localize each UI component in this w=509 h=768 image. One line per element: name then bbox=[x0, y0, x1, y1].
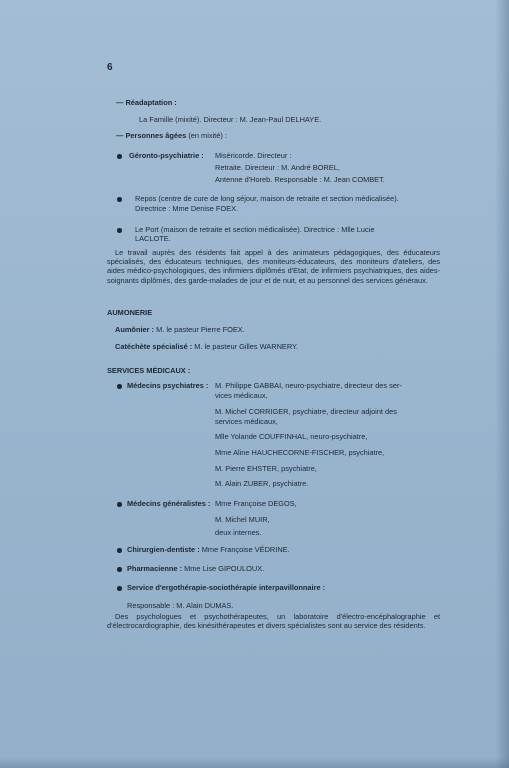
repos-line-1: Repos (centre de cure de long séjour, maison de retraite et section médicalisée). bbox=[135, 194, 399, 203]
psychiatre-line-3: M. Michel CORRIGER, psychiatre, directeur adjoint des bbox=[215, 407, 397, 416]
geronto-line-3: Antenne d'Horeb. Responsable : M. Jean COMBET. bbox=[215, 175, 385, 184]
port-line-2: LACLOTE. bbox=[135, 234, 171, 243]
geronto-line-2: Retraite. Directeur : M. André BOREL, bbox=[215, 163, 340, 172]
famille-line: La Famille (mixité). Directeur : M. Jean-Paul DELHAYE. bbox=[139, 115, 322, 124]
psychiatres-label: Médecins psychiatres : bbox=[127, 381, 209, 390]
ergo-label: Service d'ergothérapie-sociothérapie interpavillonnaire : bbox=[127, 583, 326, 592]
page-bottom-shadow bbox=[0, 758, 509, 768]
bullet-icon bbox=[117, 154, 122, 159]
bullet-icon bbox=[117, 586, 122, 591]
aumonier-value: M. le pasteur Pierre FOEX. bbox=[156, 325, 245, 334]
aumonerie-heading: AUMONERIE bbox=[107, 308, 153, 317]
chirurgien-value: Mme Françoise VÉDRINE. bbox=[201, 545, 290, 554]
bullet-icon bbox=[117, 197, 122, 202]
aumonier-line bbox=[115, 325, 245, 334]
page-number: 6 bbox=[107, 62, 113, 73]
services-medicaux-heading: SERVICES MÉDICAUX : bbox=[107, 366, 191, 375]
readaptation-heading: — Réadaptation : bbox=[116, 98, 177, 107]
personnes-agees-label: — Personnes âgées bbox=[116, 131, 187, 140]
bullet-icon bbox=[117, 228, 122, 233]
chirurgien-label: Chirurgien-dentiste : bbox=[127, 545, 200, 554]
generaliste-line-3: deux internes. bbox=[215, 528, 262, 537]
ergo-responsable: Responsable : M. Alain DUMAS. bbox=[127, 601, 234, 610]
aumonier-label: Aumônier : bbox=[115, 325, 155, 334]
geronto-line-1: Miséricorde. Directeur : bbox=[215, 151, 292, 160]
personnes-agees-heading bbox=[116, 131, 227, 140]
generalistes-label: Médecins généralistes : bbox=[127, 499, 211, 508]
port-line-1: Le Port (maison de retraite et section médicalisée). Directrice : Mlle Lucie bbox=[135, 225, 375, 234]
page-edge-shadow bbox=[495, 0, 509, 768]
bullet-icon bbox=[117, 548, 122, 553]
psychiatre-line-7: M. Pierre EHSTER, psychiatre, bbox=[215, 464, 317, 473]
psychiatre-line-2: vices médicaux, bbox=[215, 391, 268, 400]
repos-line-2: Directrice : Mme Denise FOEX. bbox=[135, 204, 239, 213]
travail-paragraph: Le travail auprès des résidents fait appel à des animateurs pédagogiques, des éducateurs spécialisés, des éducateurs techniques, des moniteurs-éducateurs, des moniteurs d'ateliers, des aides médico-psychologiques, des infirmiers diplômés d'Etat, de infirmiers psychiatriques, des aides-soignants diplômés, des garde-malades de jour et de nuit, et au personnel des services généraux. bbox=[107, 248, 440, 285]
generaliste-line-1: Mme Françoise DEGOS, bbox=[215, 499, 297, 508]
final-paragraph: Des psychologues et psychothérapeutes, un laboratoire d'électro-encéphalographie et d'électrocardiographie, des kinésithérapeutes et divers spécialistes sont au service des résidents. bbox=[107, 612, 440, 631]
psychiatre-line-6: Mme Aline HAUCHECORNE-FISCHER, psychiatre, bbox=[215, 448, 385, 457]
catechete-line bbox=[115, 342, 298, 351]
catechete-value: M. le pasteur Gilles WARNERY. bbox=[194, 342, 299, 351]
geronto-label: Géronto-psychiatrie : bbox=[129, 151, 204, 160]
personnes-agees-suffix: (en mixité) : bbox=[188, 131, 227, 140]
chirurgien-line bbox=[127, 545, 290, 554]
pharmacienne-line bbox=[127, 564, 264, 573]
bullet-icon bbox=[117, 384, 122, 389]
pharmacienne-value: Mme Lise GIPOULOUX. bbox=[184, 564, 265, 573]
generaliste-line-2: M. Michel MUIR, bbox=[215, 515, 270, 524]
catechete-label: Catéchète spécialisé : bbox=[115, 342, 193, 351]
psychiatre-line-1: M. Philippe GABBAI, neuro-psychiatre, directeur des ser- bbox=[215, 381, 402, 390]
bullet-icon bbox=[117, 502, 122, 507]
pharmacienne-label: Pharmacienne : bbox=[127, 564, 183, 573]
psychiatre-line-4: services médicaux, bbox=[215, 417, 278, 426]
bullet-icon bbox=[117, 567, 122, 572]
psychiatre-line-8: M. Alain ZUBER, psychiatre. bbox=[215, 479, 309, 488]
psychiatre-line-5: Mlle Yolande COUFFINHAL, neuro-psychiatre, bbox=[215, 432, 368, 441]
